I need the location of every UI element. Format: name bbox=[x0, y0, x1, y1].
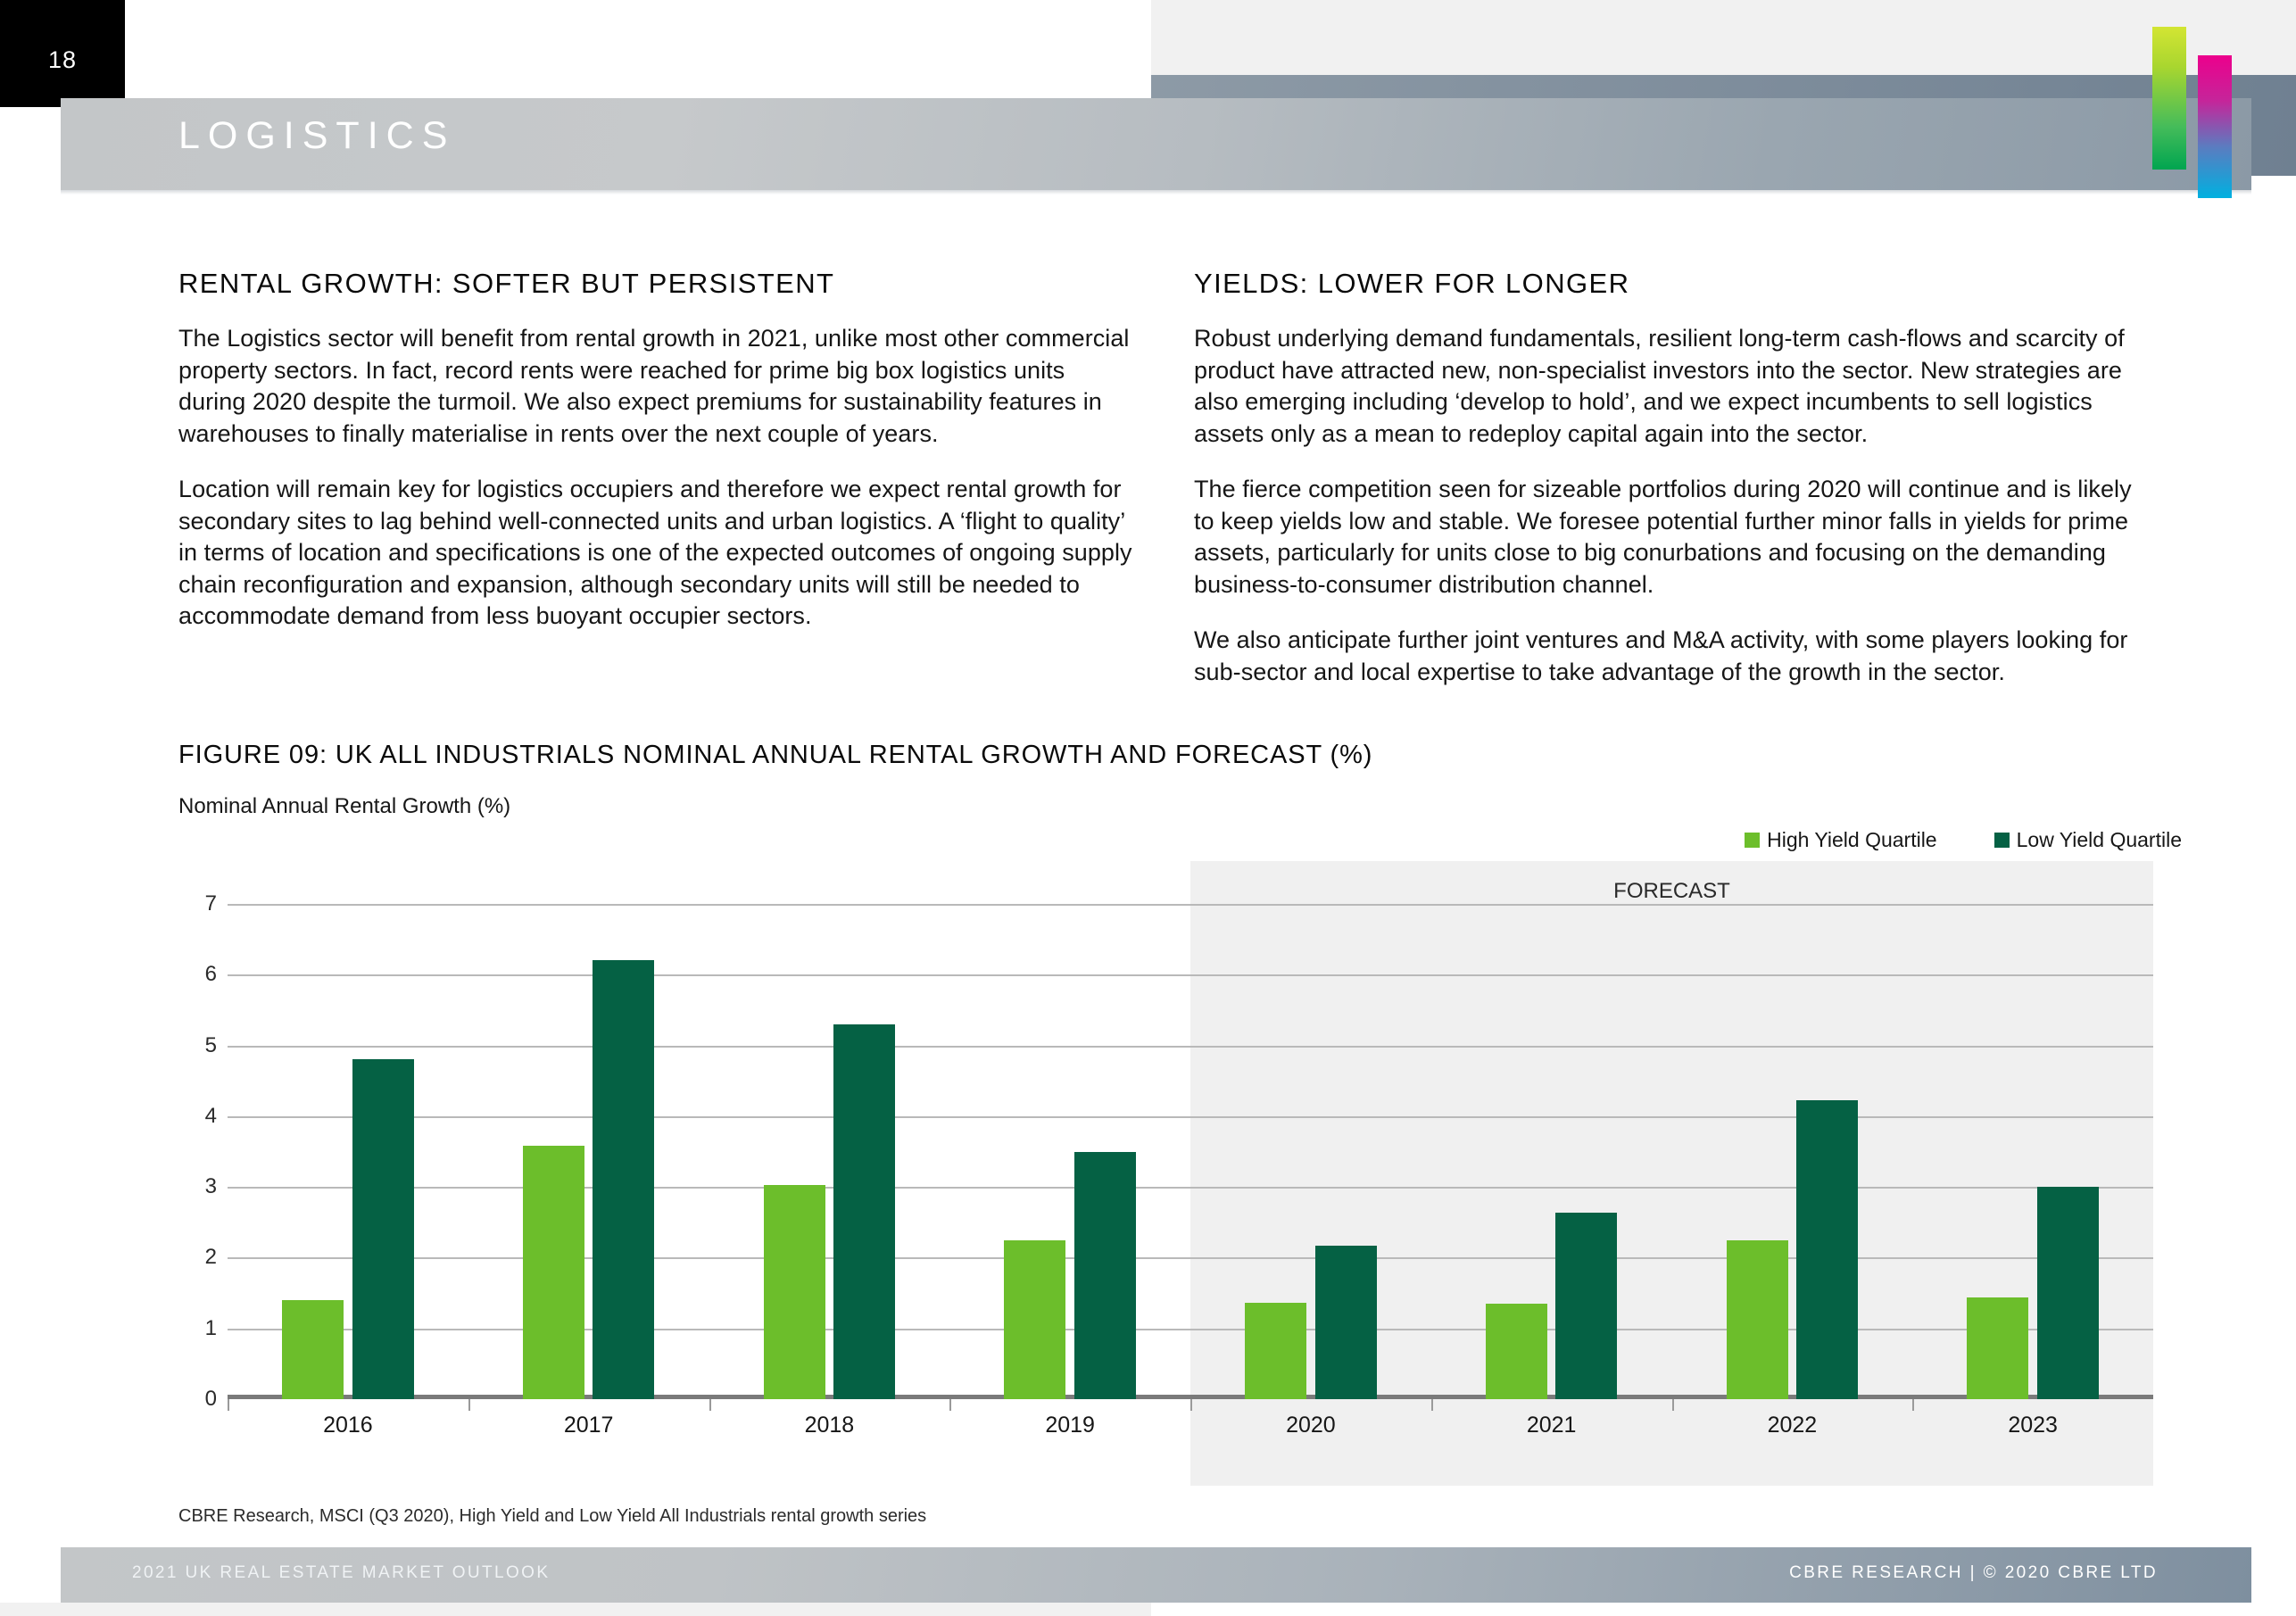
chart-gridline bbox=[228, 904, 2153, 906]
bar-chart bbox=[178, 861, 2153, 1486]
chart-bar bbox=[1967, 1297, 2028, 1399]
chart-bar bbox=[1555, 1213, 1617, 1399]
chart-bar bbox=[523, 1146, 584, 1399]
chart-x-axis-tick bbox=[228, 1399, 229, 1411]
chart-bar bbox=[1074, 1152, 1136, 1400]
chart-x-axis-tick bbox=[709, 1399, 711, 1411]
legend-swatch-high-yield-icon bbox=[1745, 833, 1760, 848]
right-paragraph-2: The fierce competition seen for sizeable portfolios during 2020 will continue and is likely to keep yields low and stable. We foresee potential further minor falls in yields for prime assets, particularly for units close to big conurbations and focusing on the demanding business-to-consumer distribution channel. bbox=[1194, 476, 2132, 598]
chart-gridline bbox=[228, 1257, 2153, 1259]
top-right-light-block bbox=[1151, 0, 2296, 79]
chart-gridline bbox=[228, 1046, 2153, 1048]
figure-subtitle: Nominal Annual Rental Growth (%) bbox=[178, 794, 511, 818]
left-text-column bbox=[178, 268, 1138, 657]
page-number: 18 bbox=[47, 46, 78, 73]
bottom-left-gray-block bbox=[0, 1603, 1151, 1616]
chart-bar bbox=[833, 1024, 895, 1399]
chart-y-axis-label: 6 bbox=[204, 962, 217, 987]
chart-y-axis-label: 3 bbox=[204, 1174, 217, 1199]
chart-gridline bbox=[228, 1329, 2153, 1330]
legend-label-high-yield: High Yield Quartile bbox=[1767, 828, 1937, 851]
legend-label-low-yield: Low Yield Quartile bbox=[2016, 828, 2182, 851]
chart-bar bbox=[1315, 1246, 1377, 1399]
chart-y-axis-label: 2 bbox=[204, 1245, 217, 1270]
chart-x-axis-label: 2019 bbox=[1045, 1413, 1095, 1438]
chart-x-axis-label: 2022 bbox=[1767, 1413, 1818, 1438]
chart-y-axis-label: 1 bbox=[204, 1315, 217, 1340]
right-column-heading: YIELDS: LOWER FOR LONGER bbox=[1194, 268, 1630, 299]
chart-x-axis-tick bbox=[468, 1399, 470, 1411]
chart-x-axis-label: 2016 bbox=[323, 1413, 373, 1438]
chart-bar bbox=[352, 1059, 414, 1399]
chart-y-axis-label: 4 bbox=[204, 1103, 217, 1128]
left-paragraph-2: Location will remain key for logistics occupiers and therefore we expect rental growth for secondary sites to lag behind well-connected units and urban logistics. A ‘flight to quality’ in terms of location and specifications is one of the expected outcomes of ongoing supply chain reconfiguration and expansion, although secondary units will still be needed to accommodate demand from less buoyant occupier sectors. bbox=[178, 476, 1132, 629]
left-paragraph-1: The Logistics sector will benefit from rental growth in 2021, unlike most other commercial property sectors. In fact, record rents were reached for prime big box logistics units during 2020 despite the turmoil. We also expect premiums for sustainability features in warehouses to finally materialise in rents over the next couple of years. bbox=[178, 325, 1130, 447]
chart-x-axis-label: 2023 bbox=[2008, 1413, 2058, 1438]
chart-bar bbox=[593, 960, 654, 1399]
figure-source-note: CBRE Research, MSCI (Q3 2020), High Yield and Low Yield All Industrials rental growth series bbox=[178, 1506, 927, 1526]
chart-x-axis-tick bbox=[1672, 1399, 1674, 1411]
chart-legend bbox=[1745, 828, 2182, 852]
chart-x-axis-label: 2018 bbox=[804, 1413, 855, 1438]
chart-x-axis-label: 2020 bbox=[1286, 1413, 1336, 1438]
right-text-column bbox=[1194, 268, 2153, 712]
chart-y-axis-label: 7 bbox=[204, 891, 217, 916]
chart-bar bbox=[2037, 1187, 2099, 1399]
footer-left-text: 2021 UK REAL ESTATE MARKET OUTLOOK bbox=[132, 1563, 551, 1582]
chart-gridline bbox=[228, 1187, 2153, 1189]
chart-bar bbox=[1796, 1100, 1858, 1399]
footer-right-text: CBRE RESEARCH | © 2020 CBRE LTD bbox=[1789, 1563, 2158, 1582]
figure-title: FIGURE 09: UK ALL INDUSTRIALS NOMINAL ANNUAL RENTAL GROWTH AND FORECAST (%) bbox=[178, 741, 1373, 769]
right-paragraph-3: We also anticipate further joint ventures and M&A activity, with some players looking for sub-sector and local expertise to take advantage of the growth in the sector. bbox=[1194, 626, 2128, 685]
chart-gridline bbox=[228, 1116, 2153, 1118]
chart-gridline bbox=[228, 974, 2153, 976]
chart-y-axis-label: 0 bbox=[204, 1387, 217, 1411]
chart-x-axis-label: 2017 bbox=[563, 1413, 614, 1438]
left-column-heading: RENTAL GROWTH: SOFTER BUT PERSISTENT bbox=[178, 268, 835, 299]
chart-x-axis-tick bbox=[1912, 1399, 1914, 1411]
right-paragraph-1: Robust underlying demand fundamentals, resilient long-term cash-flows and scarcity of product have attracted new, non-specialist investors into the sector. New strategies are also emerging including ‘develop to hold’, and we expect incumbents to sell logistics assets only as a mean to redeploy capital again into the sector. bbox=[1194, 325, 2125, 447]
chart-x-axis-tick bbox=[1190, 1399, 1192, 1411]
chart-bar bbox=[764, 1185, 825, 1399]
legend-item-low-yield bbox=[1994, 828, 2182, 852]
legend-item-high-yield bbox=[1745, 828, 1937, 852]
chart-y-axis-label: 5 bbox=[204, 1032, 217, 1057]
chart-bar bbox=[1486, 1304, 1547, 1399]
chart-bar bbox=[282, 1300, 344, 1399]
chart-x-axis-tick bbox=[1431, 1399, 1433, 1411]
brand-accent-green-bar-icon bbox=[2152, 27, 2186, 170]
chart-bar bbox=[1004, 1240, 1065, 1399]
forecast-annotation: FORECAST bbox=[1613, 879, 1730, 903]
chart-bar bbox=[1727, 1240, 1788, 1399]
chart-bar bbox=[1245, 1303, 1306, 1399]
chart-x-axis-label: 2021 bbox=[1526, 1413, 1577, 1438]
section-title: LOGISTICS bbox=[178, 114, 456, 157]
brand-accent-magenta-bar-icon bbox=[2198, 55, 2232, 198]
legend-swatch-low-yield-icon bbox=[1994, 833, 2010, 848]
chart-x-axis-tick bbox=[949, 1399, 951, 1411]
